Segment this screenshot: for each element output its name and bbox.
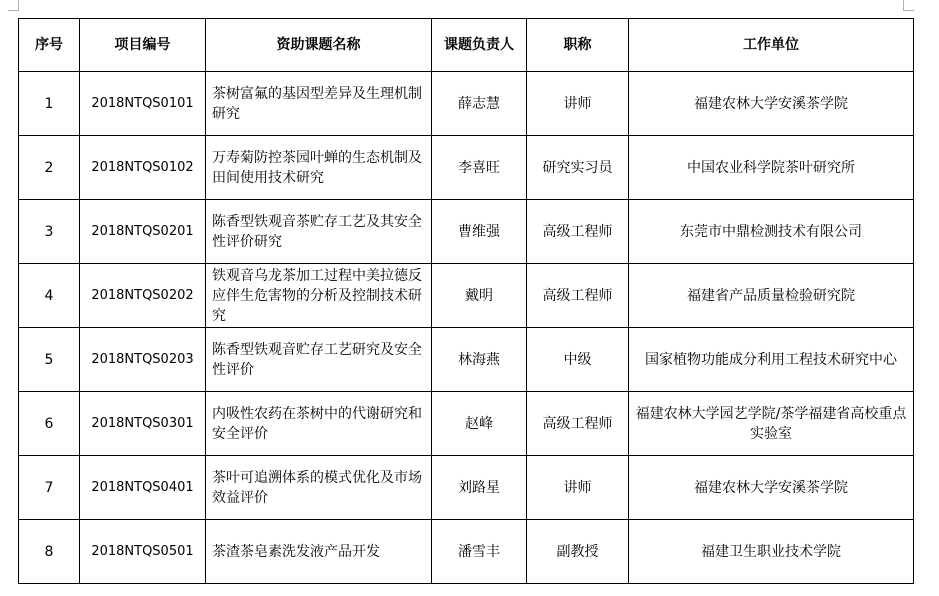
cell-unit: 福建农林大学安溪茶学院	[629, 72, 914, 136]
cell-project-title: 万寿菊防控茶园叶蝉的生态机制及田间使用技术研究	[206, 136, 432, 200]
cell-position: 讲师	[527, 456, 629, 520]
header-code: 项目编号	[80, 19, 206, 72]
cell-position: 高级工程师	[527, 392, 629, 456]
cell-index: 3	[19, 200, 80, 264]
cell-project-title: 陈香型铁观音贮存工艺研究及安全性评价	[206, 328, 432, 392]
header-unit: 工作单位	[629, 19, 914, 72]
cell-project-title: 茶渣茶皂素洗发液产品开发	[206, 520, 432, 584]
cell-project-title: 陈香型铁观音茶贮存工艺及其安全性评价研究	[206, 200, 432, 264]
cell-index: 7	[19, 456, 80, 520]
cell-index: 4	[19, 264, 80, 328]
cell-position: 研究实习员	[527, 136, 629, 200]
cell-project-code: 2018NTQS0102	[80, 136, 206, 200]
cell-index: 6	[19, 392, 80, 456]
cell-leader: 林海燕	[432, 328, 527, 392]
header-position: 职称	[527, 19, 629, 72]
table-body	[19, 72, 914, 584]
table-row	[19, 392, 914, 456]
cell-leader: 曹维强	[432, 200, 527, 264]
cell-position: 高级工程师	[527, 200, 629, 264]
cell-project-title: 茶树富氟的基因型差异及生理机制研究	[206, 72, 432, 136]
cell-unit: 福建卫生职业技术学院	[629, 520, 914, 584]
cell-index: 2	[19, 136, 80, 200]
table-row	[19, 328, 914, 392]
cell-leader: 刘路星	[432, 456, 527, 520]
table-row	[19, 136, 914, 200]
cell-project-code: 2018NTQS0201	[80, 200, 206, 264]
header-title: 资助课题名称	[206, 19, 432, 72]
cell-leader: 戴明	[432, 264, 527, 328]
cell-position: 中级	[527, 328, 629, 392]
cell-position: 高级工程师	[527, 264, 629, 328]
cell-unit: 国家植物功能成分利用工程技术研究中心	[629, 328, 914, 392]
table-header	[19, 19, 914, 72]
cell-project-code: 2018NTQS0101	[80, 72, 206, 136]
cell-position: 讲师	[527, 72, 629, 136]
cell-leader: 赵峰	[432, 392, 527, 456]
funded-projects-table	[18, 18, 914, 584]
cell-leader: 薛志慧	[432, 72, 527, 136]
table-row	[19, 456, 914, 520]
cell-project-code: 2018NTQS0301	[80, 392, 206, 456]
cell-project-title: 茶叶可追溯体系的模式优化及市场效益评价	[206, 456, 432, 520]
header-row	[19, 19, 914, 72]
page-corner-mark-right	[903, 0, 914, 11]
cell-project-title: 铁观音乌龙茶加工过程中美拉德反应伴生危害物的分析及控制技术研究	[206, 264, 432, 328]
cell-unit: 福建农林大学园艺学院/茶学福建省高校重点实验室	[629, 392, 914, 456]
cell-leader: 潘雪丰	[432, 520, 527, 584]
table-row	[19, 264, 914, 328]
cell-project-code: 2018NTQS0203	[80, 328, 206, 392]
cell-unit: 福建省产品质量检验研究院	[629, 264, 914, 328]
header-index: 序号	[19, 19, 80, 72]
table-row	[19, 72, 914, 136]
cell-leader: 李喜旺	[432, 136, 527, 200]
cell-position: 副教授	[527, 520, 629, 584]
table-row	[19, 200, 914, 264]
cell-unit: 中国农业科学院茶叶研究所	[629, 136, 914, 200]
cell-index: 1	[19, 72, 80, 136]
cell-unit: 东莞市中鼎检测技术有限公司	[629, 200, 914, 264]
cell-index: 5	[19, 328, 80, 392]
cell-project-code: 2018NTQS0501	[80, 520, 206, 584]
header-leader: 课题负责人	[432, 19, 527, 72]
table-row	[19, 520, 914, 584]
cell-index: 8	[19, 520, 80, 584]
cell-project-code: 2018NTQS0202	[80, 264, 206, 328]
page-corner-mark-left	[8, 0, 19, 11]
cell-project-code: 2018NTQS0401	[80, 456, 206, 520]
cell-unit: 福建农林大学安溪茶学院	[629, 456, 914, 520]
cell-project-title: 内吸性农药在茶树中的代谢研究和安全评价	[206, 392, 432, 456]
